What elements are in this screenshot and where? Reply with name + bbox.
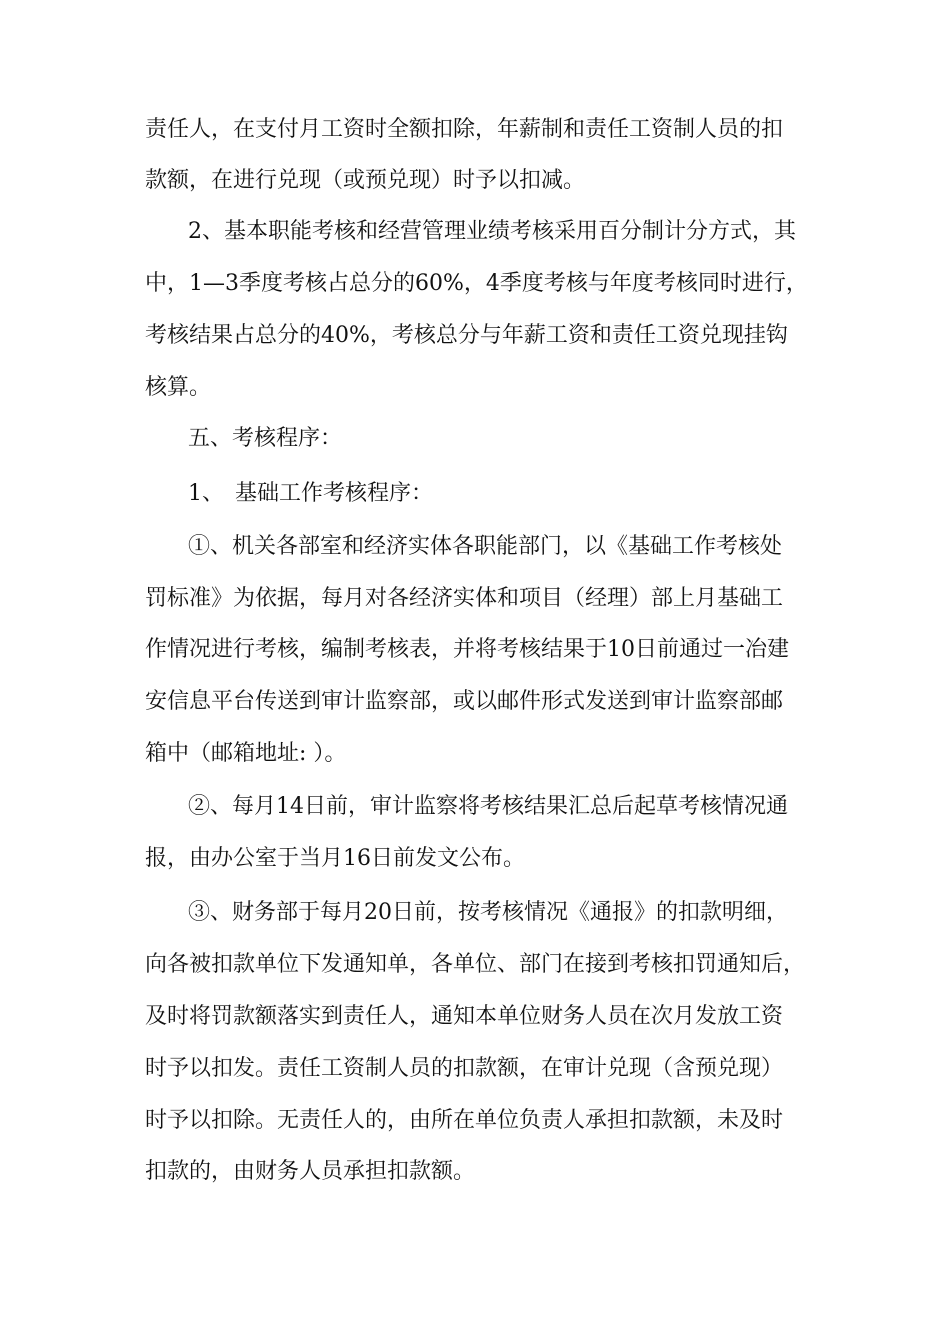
paragraph-line-19: 时予以扣发。责任工资制人员的扣款额，在审计兑现（含预兑现） (145, 1056, 784, 1081)
section-heading: 五、考核程序： (188, 426, 343, 451)
paragraph-line-11: 作情况进行考核，编制考核表，并将考核结果于10日前通过一冶建 (145, 637, 789, 662)
paragraph-line-15: 报，由办公室于当月16日前发文公布。 (145, 846, 525, 871)
paragraph-line-12: 安信息平台传送到审计监察部，或以邮件形式发送到审计监察部邮 (145, 689, 784, 714)
paragraph-line-14: ②、每月14日前，审计监察将考核结果汇总后起草考核情况通 (188, 794, 788, 819)
paragraph-line-1: 责任人，在支付月工资时全额扣除，年薪制和责任工资制人员的扣 (145, 117, 784, 142)
paragraph-line-2: 款额，在进行兑现（或预兑现）时予以扣减。 (145, 168, 586, 193)
paragraph-line-9: ①、机关各部室和经济实体各职能部门，以《基础工作考核处 (188, 534, 783, 559)
paragraph-line-6: 核算。 (145, 375, 212, 400)
subsection-heading: 1、 基础工作考核程序： (188, 481, 433, 506)
paragraph-line-21: 扣款的，由财务人员承担扣款额。 (145, 1159, 476, 1184)
paragraph-line-3: 2、基本职能考核和经营管理业绩考核采用百分制计分方式，其 (188, 219, 796, 244)
paragraph-line-10: 罚标准》为依据，每月对各经济实体和项目（经理）部上月基础工 (145, 586, 784, 611)
paragraph-line-5: 考核结果占总分的40%，考核总分与年薪工资和责任工资兑现挂钩 (145, 323, 788, 348)
paragraph-line-17: 向各被扣款单位下发通知单，各单位、部门在接到考核扣罚通知后， (145, 952, 806, 977)
paragraph-line-20: 时予以扣除。无责任人的，由所在单位负责人承担扣款额，未及时 (145, 1108, 784, 1133)
paragraph-line-16: ③、财务部于每月20日前，按考核情况《通报》的扣款明细， (188, 900, 788, 925)
paragraph-line-13: 箱中（邮箱地址: ）。 (145, 741, 347, 766)
paragraph-line-4: 中，1—3季度考核占总分的60%，4季度考核与年度考核同时进行， (145, 271, 808, 296)
paragraph-line-18: 及时将罚款额落实到责任人，通知本单位财务人员在次月发放工资 (145, 1004, 784, 1029)
